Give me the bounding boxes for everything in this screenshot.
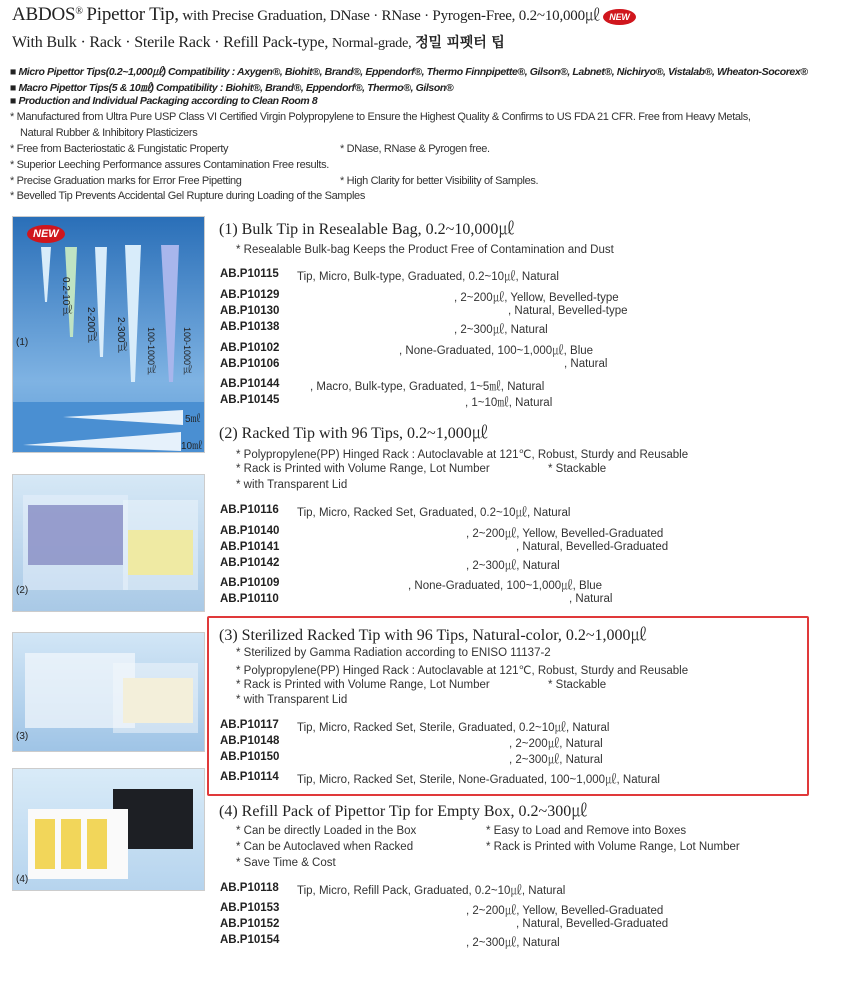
product-desc: , 2~300㎕, Natural [466, 560, 560, 572]
pipette-tips-illustration [13, 217, 204, 452]
section-title: (2) Racked Tip with 96 Tips, 0.2~1,000㎕ [219, 425, 488, 442]
product-code: AB.P10117 [220, 719, 279, 731]
product-desc: , None-Graduated, 100~1,000㎕, Blue [399, 345, 594, 357]
new-badge: NEW [603, 9, 635, 25]
section-title: (4) Refill Pack of Pipettor Tip for Empty Box, 0.2~300㎕ [219, 803, 588, 820]
product-desc: Tip, Micro, Racked Set, Sterile, Graduated, 0.2~10㎕, Natural [297, 722, 610, 734]
product-code: AB.P10102 [220, 342, 280, 354]
product-desc: , Natural, Bevelled-type [508, 305, 628, 317]
image-caption: (4) [16, 874, 29, 885]
product-code: AB.P10153 [220, 902, 280, 914]
product-code: AB.P10106 [220, 358, 280, 370]
sterile-rack-illustration [13, 633, 204, 751]
header-line2 [12, 32, 505, 52]
refill-pack-image [12, 768, 205, 891]
product-code: AB.P10118 [220, 882, 279, 894]
product-code: AB.P10115 [220, 268, 279, 280]
feature-bullet: * Polypropylene(PP) Hinged Rack : Autoclavable at 121℃, Robust, Sturdy and Reusable [236, 449, 689, 461]
product-desc: , 1~10㎖, Natural [465, 397, 553, 409]
feature-bullet: * Can be directly Loaded in the Box [236, 825, 417, 837]
feature-bullet: * Polypropylene(PP) Hinged Rack : Autoclavable at 121℃, Robust, Sturdy and Reusable [236, 665, 689, 677]
product-code: AB.P10150 [220, 751, 280, 763]
product-code: AB.P10141 [220, 541, 280, 553]
tip-label: 0.2-10㎕ [60, 277, 71, 316]
product-desc: Tip, Micro, Bulk-type, Graduated, 0.2~10㎕, Natural [297, 271, 559, 283]
product-code: AB.P10154 [220, 934, 280, 946]
product-desc: , 2~200㎕, Yellow, Bevelled-type [454, 292, 619, 304]
feature-bullet: * Rack is Printed with Volume Range, Lot Number [236, 463, 490, 475]
product-desc: , 2~200㎕, Natural [509, 738, 603, 750]
product-code: AB.P10144 [220, 378, 280, 390]
product-desc: , 2~300㎕, Natural [466, 937, 560, 949]
sterile-rack-image [12, 632, 205, 752]
tip-label: 2-300㎕ [115, 317, 126, 353]
product-code: AB.P10145 [220, 394, 280, 406]
header-korean: 정밀 피펫터 팁 [415, 35, 505, 51]
compat-macro: ■ Macro Pipettor Tips(5 & 10㎖) Compatibility : Biohit®, Brand®, Eppendorf®, Thermo®, Gilson® [10, 82, 454, 94]
new-badge: NEW [27, 225, 65, 243]
product-code: AB.P10152 [220, 918, 280, 930]
header-subtitle: with Precise Graduation, DNase · RNase · Pyrogen-Free, 0.2~10,000㎕ [182, 8, 600, 24]
feature-bullet: * Save Time & Cost [236, 857, 336, 869]
product-code: AB.P10140 [220, 525, 280, 537]
product-desc: , Natural [564, 358, 608, 370]
registered-mark: ® [75, 6, 83, 17]
product-desc: , Natural, Bevelled-Graduated [516, 918, 669, 930]
spec-line: * Manufactured from Ultra Pure USP Class VI Certified Virgin Polypropylene to Ensure the Highest Quality & Confirms to US FDA 21 CFR. Free from Heavy Metals, [10, 111, 751, 123]
product-desc: , Macro, Bulk-type, Graduated, 1~5㎖, Natural [310, 381, 545, 393]
product-code: AB.P10114 [220, 771, 279, 783]
tip-label: 100-1000㎕ [146, 327, 156, 375]
spec-line: Natural Rubber & Inhibitory Plasticizers [20, 127, 198, 139]
header-types: With Bulk · Rack · Sterile Rack · Refill Pack-type, [12, 34, 329, 51]
feature-bullet: * Sterilized by Gamma Radiation according to ENISO 11137-2 [236, 647, 551, 659]
product-code: AB.P10109 [220, 577, 280, 589]
feature-bullet: * Rack is Printed with Volume Range, Lot Number [236, 679, 490, 691]
feature-bullet: * with Transparent Lid [236, 694, 348, 706]
product-code: AB.P10116 [220, 504, 279, 516]
brand: ABDOS [12, 4, 76, 25]
tip-label: 2-200㎕ [85, 307, 96, 343]
product-name: Pipettor Tip, [86, 4, 179, 25]
spec-line: * Superior Leeching Performance assures Contamination Free results. [10, 159, 329, 171]
product-code: AB.P10110 [220, 593, 279, 605]
spec-line: * Bevelled Tip Prevents Accidental Gel Rupture during Loading of the Samples [10, 190, 365, 202]
product-code: AB.P10138 [220, 321, 280, 333]
section-title: (1) Bulk Tip in Resealable Bag, 0.2~10,000㎕ [219, 221, 515, 238]
product-code: AB.P10142 [220, 557, 280, 569]
tip-label: 5㎖ [185, 414, 201, 425]
product-desc: , 2~300㎕, Natural [454, 324, 548, 336]
product-desc: , 2~300㎕, Natural [509, 754, 603, 766]
product-desc: Tip, Micro, Racked Set, Sterile, None-Graduated, 100~1,000㎕, Natural [297, 774, 660, 786]
feature-bullet: * Resealable Bulk-bag Keeps the Product Free of Contamination and Dust [236, 244, 614, 256]
image-caption: (2) [16, 585, 29, 596]
section-title: (3) Sterilized Racked Tip with 96 Tips, Natural-color, 0.2~1,000㎕ [219, 627, 647, 644]
image-caption: (1) [16, 337, 29, 348]
tip-label: 100-1000㎕ [182, 327, 192, 375]
rack-illustration [13, 475, 204, 611]
feature-bullet: * Can be Autoclaved when Racked [236, 841, 414, 853]
product-code: AB.P10130 [220, 305, 280, 317]
spec-line: * Precise Graduation marks for Error Free Pipetting [10, 175, 242, 187]
header-grade: Normal-grade, [332, 36, 412, 51]
product-desc: , Natural [569, 593, 613, 605]
racked-tips-image [12, 474, 205, 612]
spec-line: * Free from Bacteriostatic & Fungistatic Property [10, 143, 229, 155]
refill-pack-illustration [13, 769, 204, 890]
product-desc: Tip, Micro, Racked Set, Graduated, 0.2~10㎕, Natural [297, 507, 571, 519]
feature-bullet: * with Transparent Lid [236, 479, 348, 491]
product-desc: , 2~200㎕, Yellow, Bevelled-Graduated [466, 528, 664, 540]
image-caption: (3) [16, 731, 29, 742]
tip-label: 10㎖ [181, 441, 203, 452]
product-code: AB.P10148 [220, 735, 280, 747]
spec-line: * High Clarity for better Visibility of Samples. [340, 175, 539, 187]
feature-bullet: * Stackable [548, 463, 607, 475]
spec-line: * DNase, RNase & Pyrogen free. [340, 143, 490, 155]
clean-room-note: ■ Production and Individual Packaging according to Clean Room 8 [10, 95, 318, 107]
product-desc: , None-Graduated, 100~1,000㎕, Blue [408, 580, 603, 592]
product-code: AB.P10129 [220, 289, 280, 301]
feature-bullet: * Stackable [548, 679, 607, 691]
feature-bullet: * Easy to Load and Remove into Boxes [486, 825, 687, 837]
feature-bullet: * Rack is Printed with Volume Range, Lot Number [486, 841, 740, 853]
compat-micro: ■ Micro Pipettor Tips(0.2~1,000㎕) Compatibility : Axygen®, Biohit®, Brand®, Eppendorf®, Thermo Finnpipette®, Gilson®, Labnet®, Nichiryo®, Vistalab®, Wheaton-Socorex® [10, 66, 808, 78]
bulk-tips-image [12, 216, 205, 453]
header-title [12, 4, 636, 26]
product-desc: , 2~200㎕, Yellow, Bevelled-Graduated [466, 905, 664, 917]
product-desc: , Natural, Bevelled-Graduated [516, 541, 669, 553]
product-desc: Tip, Micro, Refill Pack, Graduated, 0.2~10㎕, Natural [297, 885, 566, 897]
